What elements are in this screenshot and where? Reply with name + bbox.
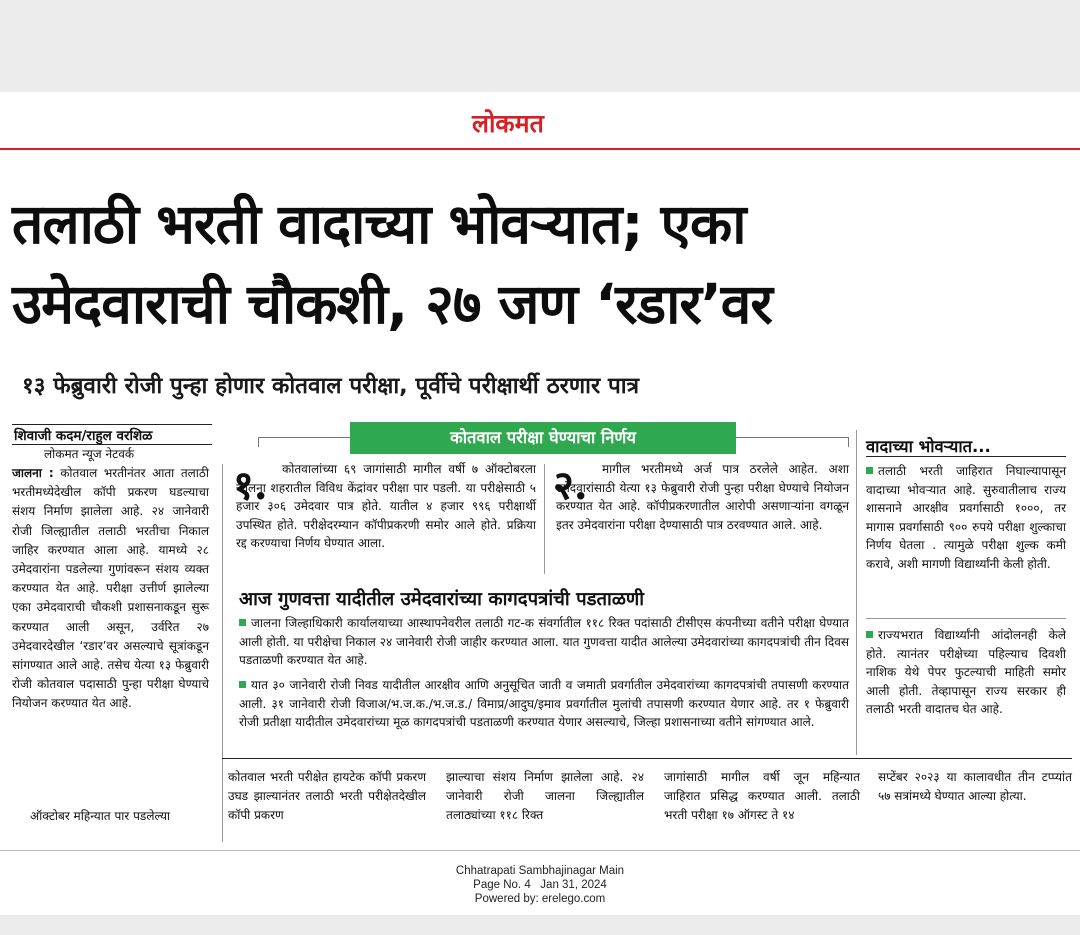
sidebar-bullet-1 <box>866 462 1066 574</box>
column-divider <box>222 464 223 842</box>
section2-bullet-2 <box>239 676 849 732</box>
bottom-column-2: झाल्याचा संशय निर्माण झालेला आहे. २४ जानेवारी रोजी जालना जिल्ह्यातील तलाठ्यांच्या ११८ रिक्त <box>446 770 644 823</box>
section2-bullet-1 <box>239 614 849 670</box>
bullet-square-icon <box>866 467 873 474</box>
box-right-tick <box>848 437 849 447</box>
section2-title: आज गुणवत्ता यादीतील उमेदवारांच्या कागदपत्रांची पडताळणी <box>239 589 645 610</box>
byline-agency: लोकमत न्यूज नेटवर्क <box>44 447 135 461</box>
bullet-square-icon <box>866 631 873 638</box>
byline-rule-top <box>12 424 212 425</box>
sidebar-bullet-2-text: राज्यभरात विद्यार्थ्यांनी आंदोलनही केले होते. त्यानंतर परीक्षेच्या पहिल्याच दिवशी नाशिक येथे पेपर फुटल्याची माहिती समोर आली होती. तेव्हापासून राज्य सरकार ही तलाठी भरती वादातच घेत आहे. <box>866 628 1066 717</box>
left-column-body: कोतवाल भरतीनंतर आता तलाठी भरतीमध्येदेखील कॉपी प्रकरण घडल्याचा संशय निर्माण झालेला आहे. २४ जानेवारी रोजी जिल्ह्यातील तलाठी भरतीचा निकाल जाहिर करण्यात आला आहे. यामध्ये २८ उमेदवारांना पडलेल्या गुणांवरून संशय व्यक्त करण्यात येत आहे. परीक्षा उत्तीर्ण झालेल्या एका उमेदवाराची चौकशी प्रशासनाकडून सुरू करण्यात आली असून, उर्वरित २७ उमेदवारदेखील ‘रडार’वर असल्याचे सूत्रांकडून सांगण्यात आले आहे. तसेच येत्या १३ फेब्रुवारी रोजी कोतवाल पदासाठी पुन्हा परीक्षा घेण्याचे नियोजन करण्यात येत आहे. <box>12 466 209 711</box>
left-column-text <box>12 464 209 714</box>
bottom-column-4: सप्टेंबर २०२३ या कालावधीत तीन टप्प्यांत ५७ सत्रांमध्ये घेण्यात आल्या होत्या. <box>878 770 1072 804</box>
headline-line-1: तलाठी भरती वादाच्या भोवऱ्यात; एका <box>12 192 746 256</box>
dateline: जालना : <box>12 466 54 480</box>
headline-line-2: उमेदवाराची चौकशी, २७ जण ‘रडार’वर <box>12 272 772 336</box>
bullet-square-icon <box>239 681 246 688</box>
lokmat-logo: लोकमत <box>472 109 544 138</box>
footer-edition: Chhatrapati Sambhajinagar Main <box>455 865 625 877</box>
newspaper-page <box>0 92 1080 915</box>
section2-bullet-1-text: जालना जिल्हाधिकारी कार्यालयाच्या आस्थापनेवरील तलाठी गट-क संवर्गातील ११८ रिक्त पदांसाठी टीसीएस कंपनीच्या वतीने परीक्षा घेण्यात आली होती. या परीक्षेचा निकाल २४ जानेवारी रोजी जाहीर करण्यात आला. यात गुणवत्ता यादीत आलेल्या उमेदवारांच्या कागदपत्रांची तीन दिवस पडताळणी करण्यात येत आहे. <box>239 616 849 668</box>
box-divider <box>544 464 545 574</box>
box-title: कोतवाल परीक्षा घेण्याचा निर्णय <box>350 422 736 454</box>
bottom-rule <box>222 758 1072 759</box>
footer-rule <box>0 850 1080 851</box>
footer-page: Page No. 4 Jan 31, 2024 <box>473 879 607 891</box>
box-left-tick <box>258 437 259 447</box>
left-column-continue: ऑक्टोबर महिन्यात पार पडलेल्या <box>30 809 171 823</box>
page-footer <box>0 864 1080 906</box>
item2-text: मागील भरतीमध्ये अर्ज पात्र ठरलेले आहेत. अशा उमेदवारांसाठी येत्या १३ फेब्रुवारी रोजी पुन्हा परीक्षा घेण्याचे नियोजन करण्यात येत आहे. कॉपीप्रकरणातील आरोपी असणाऱ्यांना वगळून इतर उमेदवारांना परीक्षा देण्यासाठी पात्र ठरवण्यात आले. आहे. <box>556 462 849 532</box>
masthead <box>0 92 1080 150</box>
item1-text: कोतवालांच्या ६९ जागांसाठी मागील वर्षी ७ ऑक्टोबरला जालना शहरातील विविध केंद्रांवर परीक्षा पार पडली. या परीक्षेसाठी ५ हजार ३०६ उमेदवार पात्र होते. यातील ४ हजार ९९६ परीक्षार्थी उपस्थित होते. परीक्षेदरम्यान कॉपीप्रकरणी समोर आले होते. प्रक्रिया रद्द करण्याचा निर्णय घेण्यात आला. <box>236 462 536 550</box>
section2-bullet-2-text: यात ३० जानेवारी रोजी निवड यादीतील आरक्षीव आणि अनुसूचित जाती व जमाती प्रवर्गातील उमेदवारांच्या कागदपत्रांची तपासणी करण्यात आली. ३१ जानेवारी रोजी विजाअ/भ.ज.क./भ.ज.ड./ विमाप्र/आदुघ/इमाव प्रवर्गातील मुलांची तपासणी करण्यात येणार आहे. तर १ फेब्रुवारी रोजी प्रतीक्षा यादीतील उमेदवारांच्या मूळ कागदपत्रांची पडताळणी करण्यात येणार असल्याचे, जिल्हा प्रशासनाच्या वतीने सांगण्यात आले. <box>239 678 849 730</box>
sidebar-bullet-1-text: तलाठी भरती जाहिरात निघाल्यापासून वादाच्या भोवऱ्यात आहे. सुरुवातीलाच राज्य शासनाने आरक्षीव प्रवर्गासाठी १०००, तर मागास प्रवर्गासाठी ९०० रुपये परीक्षा शुल्काचा निर्णय घेतला . त्यामुळे परीक्षा शुल्क कमी करावे, अशी मागणी विद्यार्थ्यांनी केली होती. <box>866 464 1066 571</box>
headline <box>12 184 1072 344</box>
sidebar-title-rule <box>866 456 1066 457</box>
subheadline: १३ फेब्रुवारी रोजी पुन्हा होणार कोतवाल परीक्षा, पूर्वीचे परीक्षार्थी ठरणार पात्र <box>22 373 640 399</box>
bullet-square-icon <box>239 619 246 626</box>
item2-number: २. <box>553 462 588 509</box>
item1-number: १. <box>233 462 268 509</box>
bottom-column-3: जागांसाठी मागील वर्षी जून महिन्यात जाहिरात प्रसिद्ध करण्यात आली. तलाठी भरती परीक्षा १७ ऑगस्ट ते १४ <box>664 770 860 823</box>
footer-powered: Powered by: erelego.com <box>474 893 606 905</box>
bottom-column-1: कोतवाल भरती परीक्षेत हायटेक कॉपी प्रकरण उघड झाल्यानंतर तलाठी भरती परीक्षेतदेखील कॉपी प्रकरण <box>228 770 426 823</box>
sidebar-divider <box>856 430 857 755</box>
sidebar-separator <box>866 618 1066 619</box>
byline-authors: शिवाजी कदम/राहुल वरशिळ <box>14 428 153 444</box>
sidebar-title: वादाच्या भोवऱ्यात... <box>866 437 991 456</box>
sidebar-bullet-2 <box>866 626 1066 719</box>
